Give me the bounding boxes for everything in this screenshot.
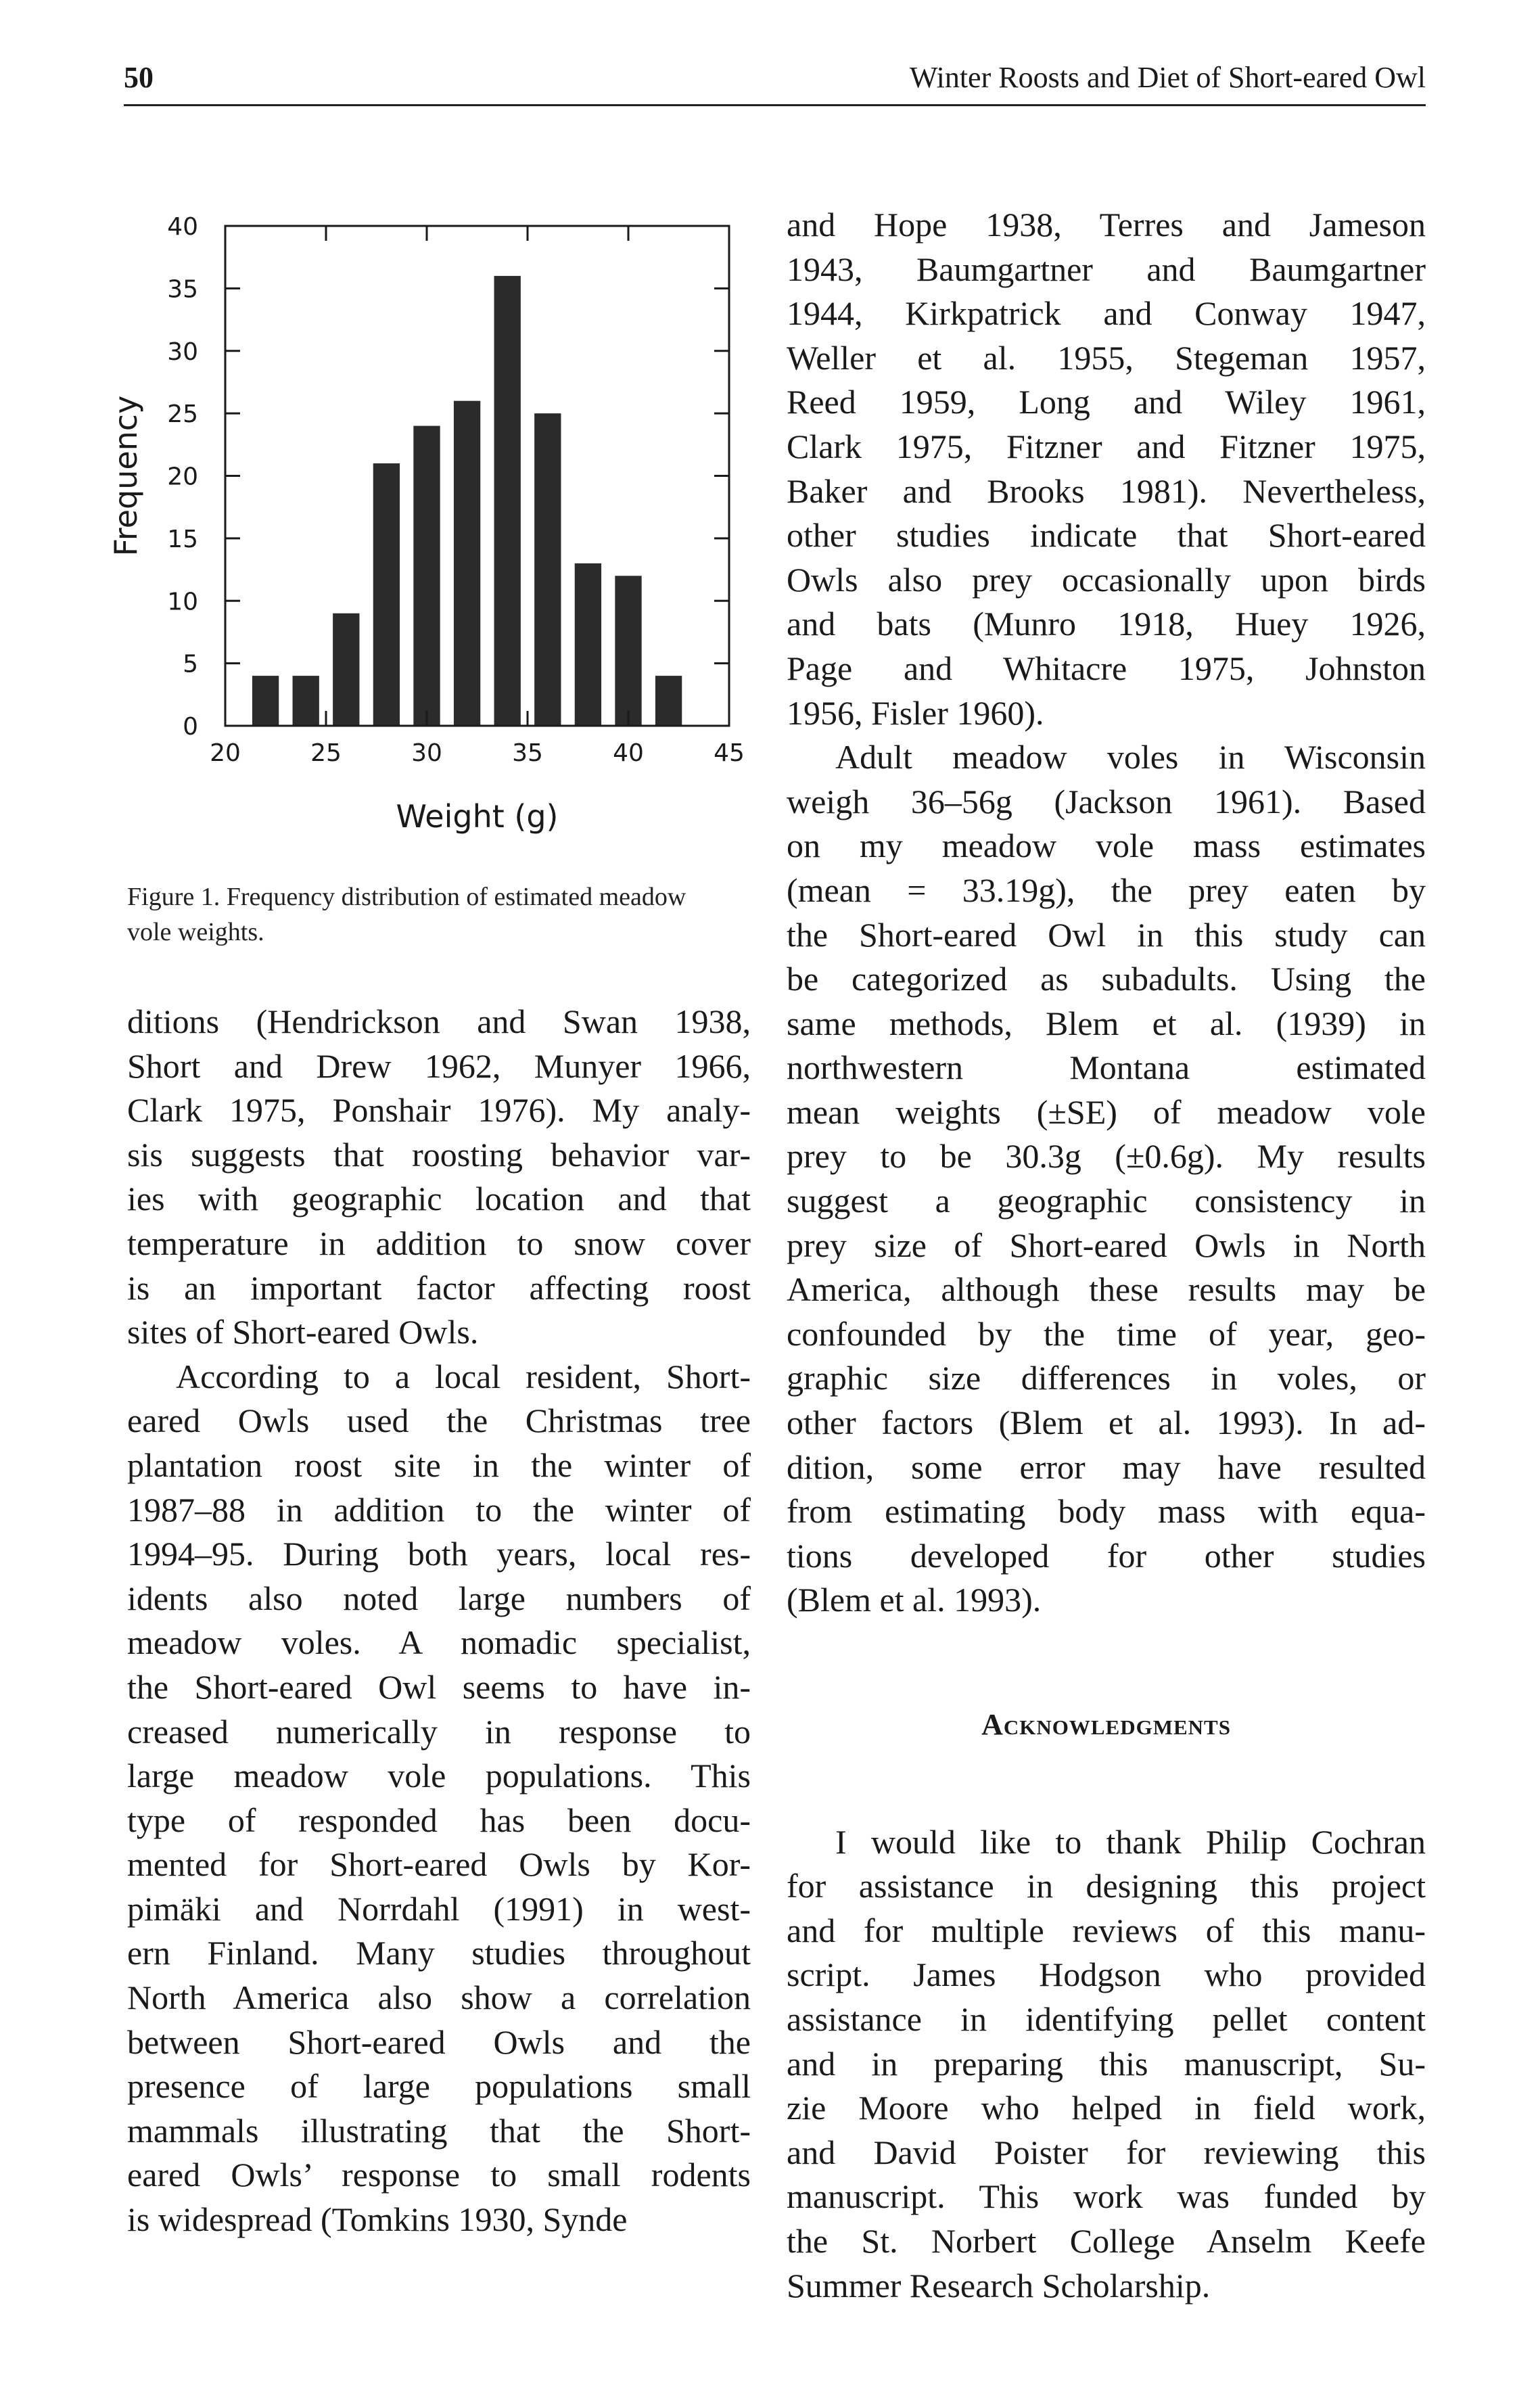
text-line: ern Finland. Many studies throughout: [127, 1934, 751, 1972]
histogram-bar: [534, 413, 561, 726]
y-tick-label: 40: [167, 213, 198, 241]
y-tick-label: 10: [167, 588, 198, 616]
text-line: idents also noted large numbers of: [127, 1579, 751, 1617]
paragraph: [127, 1000, 751, 1355]
text-line: suggest a geographic consistency in: [787, 1182, 1426, 1220]
text-line: eared Owls used the Christmas tree: [127, 1402, 751, 1440]
text-line: zie Moore who helped in field work,: [787, 2089, 1426, 2127]
text-line: (mean = 33.19g), the prey eaten by: [787, 871, 1426, 909]
text-line: meadow voles. A nomadic specialist,: [127, 1623, 751, 1662]
text-line: Short and Drew 1962, Munyer 1966,: [127, 1046, 751, 1085]
text-line: graphic size differences in voles, or: [787, 1359, 1426, 1397]
x-tick-label: 20: [210, 739, 241, 767]
figure-1: [101, 196, 751, 974]
text-line: manuscript. This work was funded by: [787, 2177, 1426, 2216]
text-line: ditions (Hendrickson and Swan 1938,: [127, 1002, 751, 1040]
text-line: mean weights (±SE) of meadow vole: [787, 1092, 1426, 1131]
text-line: America, although these results may be: [787, 1270, 1426, 1309]
text-line: plantation roost site in the winter of: [127, 1445, 751, 1484]
text-line: Clark 1975, Fitzner and Fitzner 1975,: [787, 427, 1426, 465]
text-line: assistance in identifying pellet content: [787, 1999, 1426, 2038]
paragraph: [787, 203, 1426, 735]
text-line: 1956, Fisler 1960).: [787, 693, 1044, 732]
y-tick-label: 35: [167, 275, 198, 304]
text-line: and Hope 1938, Terres and Jameson: [787, 206, 1426, 244]
text-line: creased numerically in response to: [127, 1712, 751, 1751]
text-line: the Short-eared Owl in this study can: [787, 915, 1426, 954]
right-column: [787, 203, 1426, 2308]
running-head: [124, 47, 1426, 106]
text-line: sites of Short-eared Owls.: [127, 1313, 479, 1351]
text-line: northwestern Montana estimated: [787, 1048, 1426, 1087]
text-line: According to a local resident, Short-: [176, 1357, 751, 1395]
text-line: North America also show a correlation: [127, 1978, 751, 2017]
text-line: large meadow vole populations. This: [127, 1757, 751, 1795]
text-line: mented for Short-eared Owls by Kor-: [127, 1845, 751, 1884]
text-line: prey size of Short-eared Owls in North: [787, 1226, 1426, 1264]
text-line: presence of large populations small: [127, 2067, 751, 2106]
text-line: 1943, Baumgartner and Baumgartner: [787, 250, 1426, 288]
histogram-bar: [333, 613, 359, 726]
x-tick-label: 25: [310, 739, 342, 767]
text-line: and for multiple reviews of this manu-: [787, 1911, 1426, 1949]
y-tick-label: 30: [167, 338, 198, 366]
histogram-bar: [575, 563, 601, 726]
y-axis-label: Frequency: [108, 395, 144, 557]
text-line: Adult meadow voles in Wisconsin: [835, 738, 1426, 777]
text-line: Reed 1959, Long and Wiley 1961,: [787, 383, 1426, 421]
text-line: from estimating body mass with equa-: [787, 1492, 1426, 1531]
page-number: 50: [124, 61, 154, 94]
text-line: pimäki and Norrdahl (1991) in west-: [127, 1889, 751, 1928]
text-line: prey to be 30.3g (±0.6g). My results: [787, 1137, 1426, 1176]
x-tick-label: 30: [411, 739, 442, 767]
text-line: Summer Research Scholarship.: [787, 2266, 1211, 2305]
acknowledgments-paragraph: [787, 1820, 1426, 2309]
text-line: 1994–95. During both years, local res-: [127, 1535, 751, 1573]
text-line: (Blem et al. 1993).: [787, 1581, 1042, 1619]
x-tick-label: 45: [714, 739, 745, 767]
y-tick-label: 20: [167, 463, 198, 491]
section-heading-acknowledgments: Acknowledgments: [981, 1708, 1231, 1741]
text-line: type of responded has been docu-: [127, 1801, 751, 1839]
text-line: script. James Hodgson who provided: [787, 1955, 1426, 1994]
x-tick-label: 35: [512, 739, 543, 767]
text-line: other studies indicate that Short-eared: [787, 516, 1426, 555]
histogram-bar: [454, 401, 480, 726]
x-tick-label: 40: [613, 739, 644, 767]
histogram-bar: [655, 676, 682, 726]
text-line: on my meadow vole mass estimates: [787, 827, 1426, 865]
text-line: Clark 1975, Ponshair 1976). My analy-: [127, 1091, 751, 1130]
text-line: and David Poister for reviewing this: [787, 2133, 1426, 2171]
histogram-bar: [373, 463, 400, 726]
text-line: tions developed for other studies: [787, 1536, 1426, 1575]
histogram-chart: [101, 196, 751, 873]
paragraph: [127, 1355, 751, 2242]
x-axis-label: Weight (g): [396, 798, 559, 835]
text-line: other factors (Blem et al. 1993). In ad-: [787, 1404, 1426, 1442]
text-line: for assistance in designing this project: [787, 1867, 1426, 1905]
y-tick-label: 25: [167, 400, 198, 429]
text-line: Baker and Brooks 1981). Nevertheless,: [787, 471, 1426, 510]
text-line: is widespread (Tomkins 1930, Synde: [127, 2200, 628, 2239]
running-title: Winter Roosts and Diet of Short-eared Owl: [909, 61, 1426, 94]
text-line: the St. Norbert College Anselm Keefe: [787, 2221, 1426, 2260]
text-line: Owls also prey occasionally upon birds: [787, 560, 1426, 599]
text-line: Weller et al. 1955, Stegeman 1957,: [787, 338, 1426, 377]
paragraph: [787, 735, 1426, 1623]
histogram-bar: [615, 576, 641, 726]
text-line: same methods, Blem et al. (1939) in: [787, 1004, 1426, 1042]
figure-caption: Figure 1. Frequency distribution of estimated meadow vole weights.: [127, 883, 686, 946]
text-line: Page and Whitacre 1975, Johnston: [787, 649, 1426, 687]
text-line: sis suggests that roosting behavior var-: [127, 1135, 751, 1174]
histogram-bar: [494, 276, 521, 726]
text-line: mammals illustrating that the Short-: [127, 2111, 751, 2150]
text-line: confounded by the time of year, geo-: [787, 1314, 1426, 1353]
text-line: 1944, Kirkpatrick and Conway 1947,: [787, 294, 1426, 333]
histogram-bar: [293, 676, 319, 726]
text-line: temperature in addition to snow cover: [127, 1224, 751, 1262]
histogram-bar: [413, 426, 440, 726]
y-tick-label: 15: [167, 525, 198, 553]
text-line: weigh 36–56g (Jackson 1961). Based: [787, 782, 1426, 820]
text-line: the Short-eared Owl seems to have in-: [127, 1667, 751, 1706]
text-line: I would like to thank Philip Cochran: [835, 1822, 1426, 1861]
y-tick-label: 0: [183, 713, 198, 741]
text-line: between Short-eared Owls and the: [127, 2022, 751, 2061]
text-line: is an important factor affecting roost: [127, 1268, 751, 1307]
text-line: and bats (Munro 1918, Huey 1926,: [787, 605, 1426, 643]
histogram-bar: [252, 676, 279, 726]
text-line: be categorized as subadults. Using the: [787, 960, 1426, 998]
text-line: and in preparing this manuscript, Su-: [787, 2044, 1426, 2083]
text-line: ies with geographic location and that: [127, 1180, 751, 1218]
y-tick-label: 5: [183, 650, 198, 678]
text-line: eared Owls’ response to small rodents: [127, 2156, 751, 2194]
left-column: [127, 1000, 751, 2242]
text-line: 1987–88 in addition to the winter of: [127, 1490, 751, 1529]
text-line: dition, some error may have resulted: [787, 1448, 1426, 1486]
